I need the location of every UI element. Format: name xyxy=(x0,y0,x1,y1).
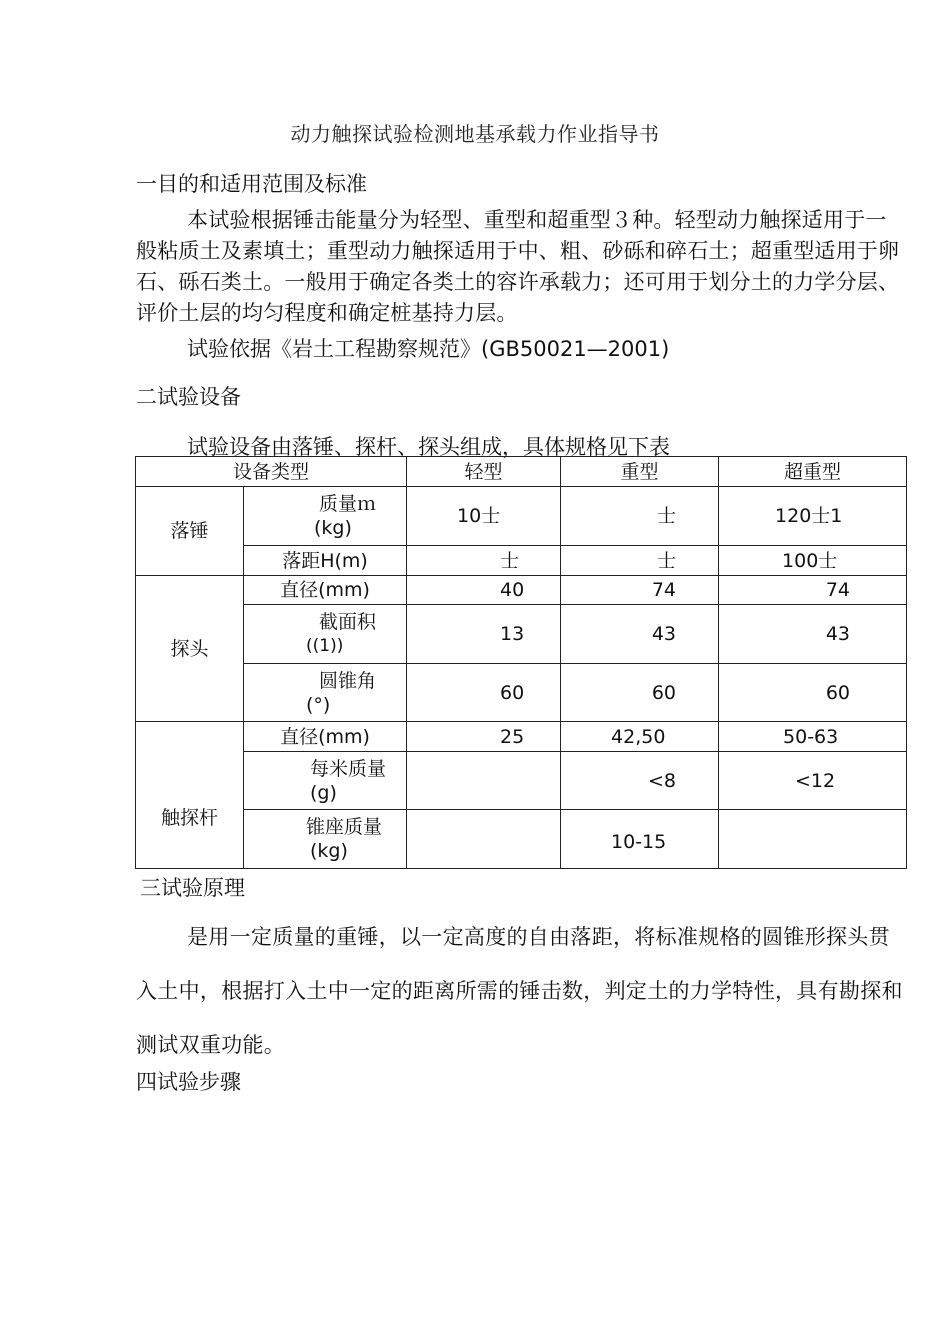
label-rod-diameter: 直径(mm) xyxy=(244,722,407,752)
cell-value: 士 xyxy=(561,546,719,576)
cell-value: 40 xyxy=(407,576,561,605)
group-rod: 触探杆 xyxy=(136,722,244,869)
section-3-paragraph: 是用一定质量的重锤，以一定高度的自由落距，将标准规格的圆锥形探头贯入土中，根据打入土中一定的距离所需的锤击数，判定土的力学特性，具有勘探和测试双重功能。 xyxy=(136,925,903,1057)
cell-value: 13 xyxy=(407,605,561,664)
label-line: 圆锥角 xyxy=(319,669,377,692)
label-hammer-mass xyxy=(244,487,407,546)
cell-value xyxy=(719,810,907,869)
label-probe-area xyxy=(244,605,407,664)
label-line: 锥座质量 xyxy=(306,816,383,838)
table-intro: 试验设备由落锤、探杆、探头组成，具体规格见下表 xyxy=(187,435,670,459)
standard-reference: 试验依据《岩土工程勘察规范》(GB50021—2001) xyxy=(187,337,670,361)
header-superheavy: 超重型 xyxy=(719,457,907,487)
table-row xyxy=(136,605,907,664)
cell-value: 50-63 xyxy=(719,722,907,752)
label-line: ((1)) xyxy=(306,636,344,656)
table-row xyxy=(136,487,907,546)
cell-value: 100士 xyxy=(719,546,907,576)
table-header-row xyxy=(136,457,907,487)
cell-value: 60 xyxy=(719,664,907,722)
table-row xyxy=(136,576,907,605)
section-2-heading: 二试验设备 xyxy=(136,385,241,409)
table-row xyxy=(136,722,907,752)
document-title: 动力触探试验检测地基承载力作业指导书 xyxy=(290,122,660,146)
cell-value: 74 xyxy=(561,576,719,605)
header-heavy: 重型 xyxy=(561,457,719,487)
cell-value xyxy=(407,752,561,810)
group-probe: 探头 xyxy=(136,576,244,722)
label-line: (°) xyxy=(306,693,331,716)
cell-value: 60 xyxy=(561,664,719,722)
table-row xyxy=(136,546,907,576)
section-1-paragraph: 本试验根据锤击能量分为轻型、重型和超重型３种。轻型动力触探适用于一般粘质土及素填土；重型动力触探适用于中、粗、砂砾和碎石土；超重型适用于卵石、砾石类土。一般用于确定各类土的容许承载力；还可用于划分土的力学分层、评价土层的均匀程度和确定桩基持力层。 xyxy=(136,208,900,325)
cell-value: <8 xyxy=(561,752,719,810)
cell-value: 60 xyxy=(407,664,561,722)
header-equipment-type: 设备类型 xyxy=(136,457,407,487)
header-light: 轻型 xyxy=(407,457,561,487)
label-line: 质量ｍ xyxy=(319,493,377,515)
cell-value: 10-15 xyxy=(561,810,719,869)
section-4-heading: 四试验步骤 xyxy=(136,1070,241,1094)
label-line: (kg) xyxy=(310,840,348,862)
section-1-heading: 一目的和适用范围及标准 xyxy=(136,172,367,196)
cell-value: 42,50 xyxy=(561,722,719,752)
label-line: (kg) xyxy=(314,517,352,539)
cell-value xyxy=(407,810,561,869)
table-row xyxy=(136,664,907,722)
label-line: 截面积 xyxy=(319,611,377,633)
cell-value: 120士1 xyxy=(719,487,907,546)
cell-value: 43 xyxy=(561,605,719,664)
label-rod-mass-per-meter xyxy=(244,752,407,810)
label-line: (g) xyxy=(310,781,337,804)
label-cone-seat-mass xyxy=(244,810,407,869)
label-line: 每米质量 xyxy=(310,757,387,780)
equipment-spec-table xyxy=(135,456,907,869)
cell-value: 43 xyxy=(719,605,907,664)
label-drop-height: 落距H(m) xyxy=(244,546,407,576)
label-probe-diameter: 直径(mm) xyxy=(244,576,407,605)
cell-value: 74 xyxy=(719,576,907,605)
cell-value: 10士 xyxy=(407,487,561,546)
cell-value: 25 xyxy=(407,722,561,752)
label-cone-angle xyxy=(244,664,407,722)
section-3-heading: 三试验原理 xyxy=(140,876,245,900)
table-row xyxy=(136,752,907,810)
cell-value: 士 xyxy=(561,487,719,546)
cell-value: <12 xyxy=(719,752,907,810)
table-row xyxy=(136,810,907,869)
cell-value: 士 xyxy=(407,546,561,576)
group-hammer: 落锤 xyxy=(136,487,244,576)
